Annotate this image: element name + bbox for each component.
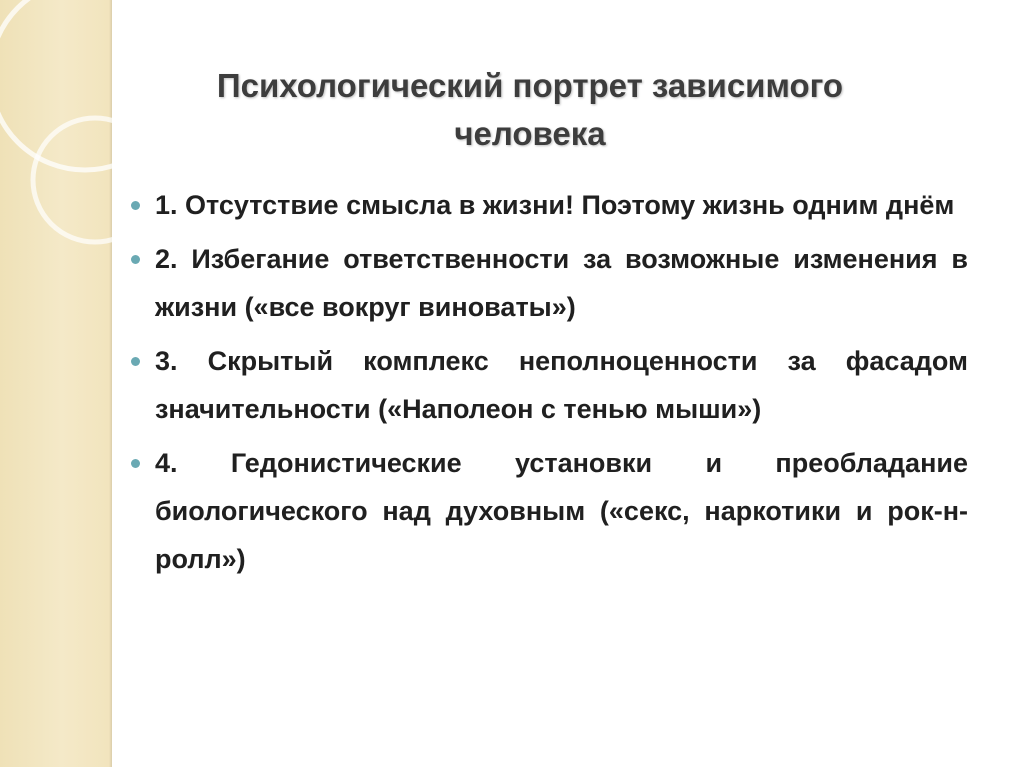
bullet-text: 4. Гедонистические установки и преобладание биологического над духовным («секс, наркотики и рок-н-ролл») xyxy=(155,448,968,574)
slide-title-line-1: Психологический портрет зависимого xyxy=(216,67,844,105)
bullet-item-4 xyxy=(128,439,968,583)
bullet-item-1 xyxy=(128,181,968,229)
bullet-dot-icon xyxy=(131,201,140,210)
bullet-dot-icon xyxy=(131,357,140,366)
bullet-text: 2. Избегание ответственности за возможные изменения в жизни («все вокруг виноваты») xyxy=(155,244,968,322)
bullet-list xyxy=(128,181,968,589)
slide-title xyxy=(130,62,930,158)
bullet-dot-icon xyxy=(131,255,140,264)
bullet-item-3 xyxy=(128,337,968,433)
slide-title-line-2: человека xyxy=(454,115,606,153)
bullet-text: 3. Скрытый комплекс неполноценности за фасадом значительности («Наполеон с тенью мыши») xyxy=(155,346,968,424)
bullet-item-2 xyxy=(128,235,968,331)
decorative-side-band xyxy=(0,0,112,767)
bullet-text: 1. Отсутствие смысла в жизни! Поэтому жизнь одним днём xyxy=(155,190,955,220)
bullet-dot-icon xyxy=(131,459,140,468)
